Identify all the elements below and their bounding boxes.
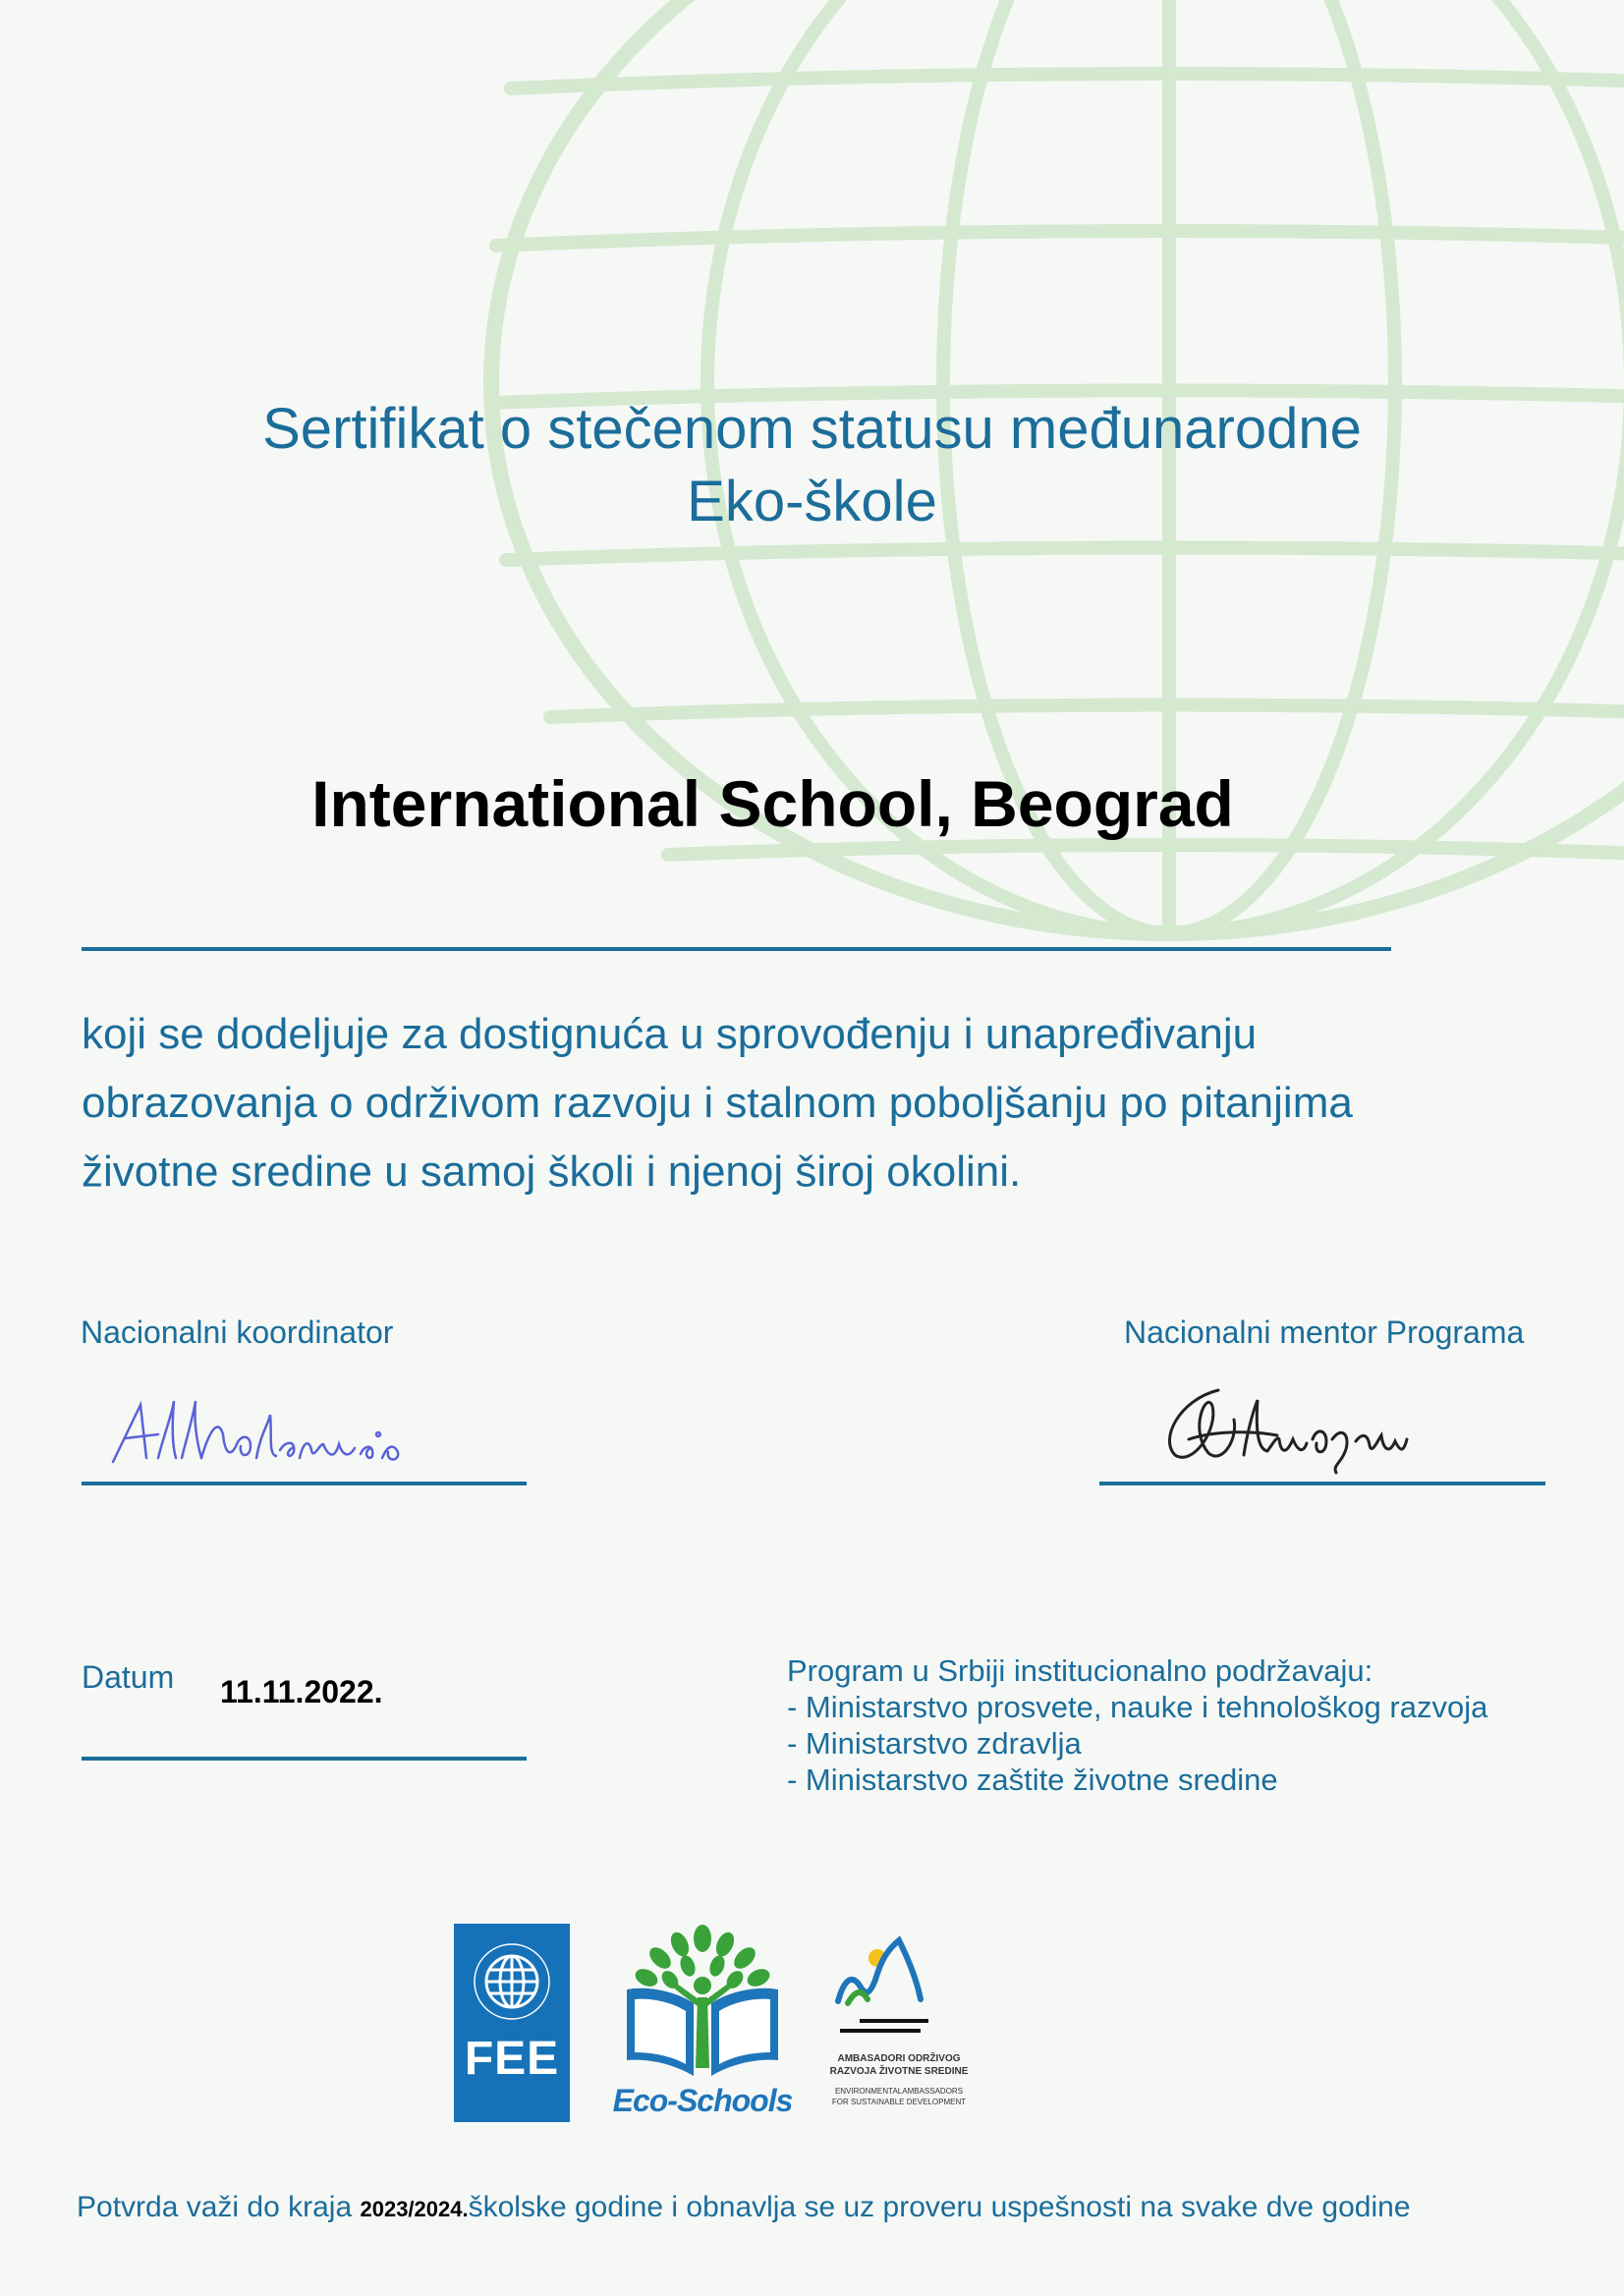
date-label: Datum [82, 1659, 175, 1695]
award-description [82, 1000, 1555, 1206]
national-mentor-label: Nacionalni mentor Programa [1124, 1315, 1525, 1350]
ambassadors-text-1: AMBASADORI ODRŽIVOG [837, 2053, 961, 2064]
description-line-2: obrazovanja o održivom razvoju i stalnom poboljšanju po pitanjima [82, 1079, 1353, 1127]
validity-footer [77, 2191, 1411, 2224]
fee-logo-text: FEE [464, 2033, 560, 2085]
school-name: International School, Beograd [311, 767, 1234, 840]
support-heading: Program u Srbiji institucionalno podržavaju: [787, 1653, 1373, 1688]
eco-schools-logo-text: Eco-Schools [612, 2083, 793, 2118]
date-value: 11.11.2022. [220, 1674, 383, 1709]
coordinator-signature [103, 1375, 457, 1474]
ambassadors-logo [830, 1931, 938, 2044]
description-line-3: životne sredine u samoj školi i njenoj široj okolini. [82, 1148, 1022, 1196]
fee-globe-icon [468, 1937, 556, 2026]
ambassadors-text-3: ENVIRONMENTALAMBASSADORS [834, 2087, 964, 2096]
footer-text-before: Potvrda važi do kraja [77, 2191, 361, 2223]
coordinator-signature-line [82, 1482, 527, 1485]
support-item: - Ministarstvo zaštite životne sredine [787, 1763, 1278, 1797]
date-underline [82, 1757, 527, 1761]
mentor-signature [1149, 1371, 1484, 1479]
eco-schools-logo [619, 1921, 786, 2088]
certificate-title [0, 393, 1624, 538]
ambassadors-text-4: FOR SUSTAINABLE DEVELOPMENT [831, 2098, 967, 2106]
title-line-2: Eko-škole [687, 470, 937, 533]
support-item: - Ministarstvo prosvete, nauke i tehnološkog razvoja [787, 1690, 1488, 1724]
mentor-signature-line [1099, 1482, 1545, 1485]
footer-year: 2023/2024. [360, 2197, 469, 2221]
school-name-underline [82, 947, 1391, 951]
fee-logo [454, 1924, 570, 2122]
ambassadors-text-2: RAZVOJA ŽIVOTNE SREDINE [829, 2066, 969, 2077]
support-item: - Ministarstvo zdravlja [787, 1726, 1082, 1761]
institutional-support [787, 1652, 1487, 1798]
description-line-1: koji se dodeljuje za dostignuća u sprovođenju i unapređivanju [82, 1010, 1258, 1058]
footer-text-after: školske godine i obnavlja se uz proveru uspešnosti na svake dve godine [468, 2191, 1411, 2223]
national-coordinator-label: Nacionalni koordinator [81, 1315, 394, 1350]
title-line-1: Sertifikat o stečenom statusu međunarodne [262, 397, 1362, 461]
